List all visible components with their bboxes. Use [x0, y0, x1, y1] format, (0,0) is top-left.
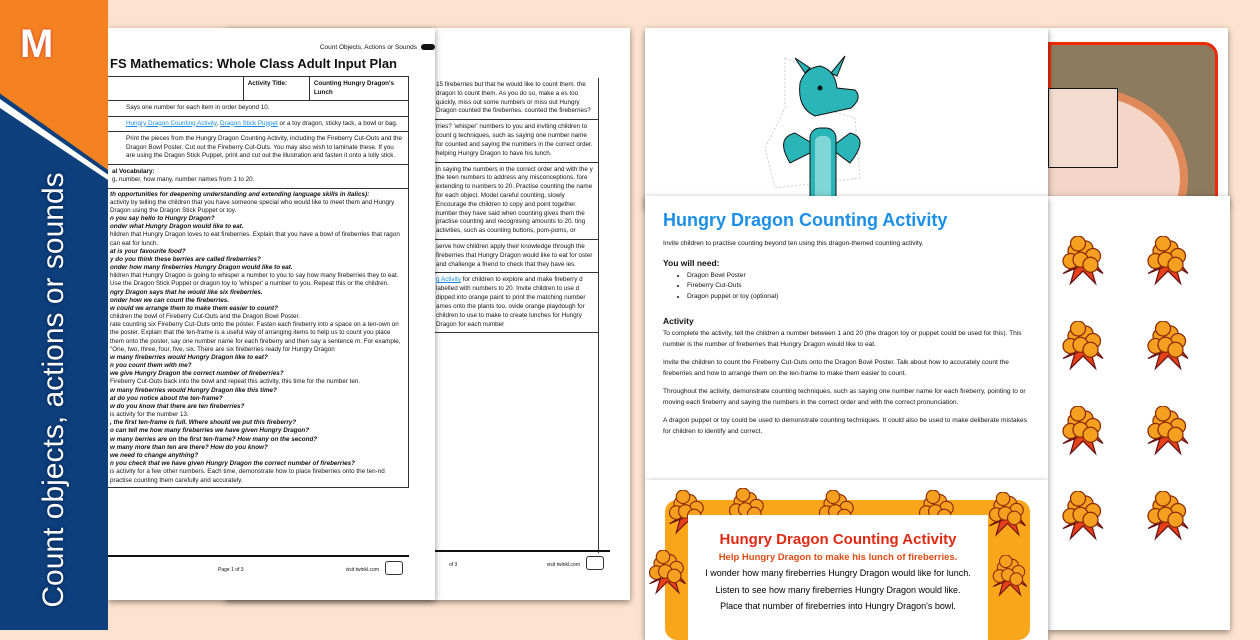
needs-item: • Dragon puppet or toy (optional)	[687, 292, 1030, 303]
fireberry-icon	[1143, 406, 1193, 456]
plan-page-1	[108, 28, 435, 600]
activity-link[interactable]: Hungry Dragon Counting Activity	[126, 119, 217, 127]
page-footer	[431, 550, 610, 570]
activity-paragraph: Invite the children to count the Fireberry Cut-Outs onto the Dragon Bowl Poster. Talk about how to accurately count the fireberries and how to arrange them on the ten-frame to make them easier to count.	[663, 359, 1009, 377]
activity-title: Counting Hungry Dragon's Lunch	[309, 77, 408, 101]
twinkl-logo	[385, 561, 403, 575]
plan2-block: in saying the numbers in the correct order and with the y the teen numbers to address any misconceptions. fore extending to numbers to 20. Practise counting the name for each object. Model careful counting, slowly Encourage the children to copy and point together. number they have said when counting gives them the practise counting and recognising amounts to 20. ting activities, such as counting buttons, pom-poms, or	[432, 163, 598, 241]
fireberry-icon	[985, 492, 1030, 537]
plan-line: at is your favourite food?	[110, 247, 186, 255]
plan-line: hildren that Hungry Dragon is going to whisper a number to you to say how many fireberries they to eat. Use the Dragon Stick Puppet or dragon toy to 'whisper' a number to you. Repeat this or the children.	[110, 272, 399, 288]
fireberry-icon	[1143, 236, 1193, 286]
fireberry-icon	[1143, 491, 1193, 541]
activity-intro: Invite children to practise counting beyond ten using this dragon-themed counting activity.	[663, 240, 924, 247]
poster-frame	[665, 500, 1030, 640]
maths-logo: M	[20, 22, 54, 66]
plan-line: rate counting six Fireberry Cut-Outs onto the poster. Fasten each fireberry into a space on a ten-own on the poster. Explain that the ten-frame is a useful way of arranging items to help us to count you place them onto the poster, say one number name for each fireberry and then say a sentence m. For example, "One, two, three, four, five, six. There are six fireberries ready for Hungry Dragon	[110, 321, 401, 353]
plan-line: o can tell me how many fireberries we have given Hungry Dragon?	[110, 427, 310, 435]
plan-line: onder what Hungry Dragon would like to eat.	[110, 223, 244, 231]
activity-paragraph: To complete the activity, tell the children a number between 1 and 20 (the dragon toy or puppet could be used for this). This number is the number of fireberries that Hungry Dragon would like to eat.	[663, 330, 1022, 348]
plan-title: FS Mathematics: Whole Class Adult Input Plan	[110, 56, 397, 71]
plan-line: w many berries are on the first ten-frame? How many on the second?	[110, 435, 318, 443]
plan-line: y do you think these berries are called fireberries?	[110, 255, 261, 263]
activity-paragraph: A dragon puppet or toy could be used to demonstrate counting techniques. It could also be used to make deliberate mistakes for children to identify and correct.	[663, 417, 1027, 436]
plan-line: ngry Dragon says that he would like six fireberries.	[110, 288, 263, 296]
activity-link[interactable]: g Activity	[436, 276, 461, 284]
plan-line: n you check that we have given Hungry Dragon the correct number of fireberries?	[110, 460, 355, 468]
plan-line: w many more than ten are there? How do you know?	[110, 443, 268, 451]
plan-line: we give Hungry Dragon the correct number of fireberries?	[110, 370, 284, 378]
dragon-illustration	[645, 28, 1048, 208]
plan2-block: serve how children apply their knowledge through the fireberries that Hungry Dragon would like to eat for oster and challenge a friend to check that they have ies.	[432, 240, 598, 273]
plan-line: Fireberry Cut-Outs back into the bowl and repeat this activity, this time for the number ten.	[110, 378, 361, 386]
page-footer	[108, 555, 409, 575]
fireberry-icon	[1143, 321, 1193, 371]
fireberry-icon	[1058, 236, 1108, 286]
needs-item: • Dragon Bowl Poster	[687, 271, 1030, 282]
sidebar-banner	[0, 0, 108, 630]
plan-line: w do you know that there are ten fireberries?	[110, 402, 245, 410]
plan-line: , the first ten-frame is full. Where should we put this fireberry?	[110, 419, 297, 427]
plan2-block: g Activity for children to explore and make fireberry d labelled with numbers to 20. Invite children to use d dipped into orange paint to print the matching number ames onto the plants too. ovide orange playdough for children to use to make to create lunches for Hungry Dragon for each number	[432, 273, 598, 333]
topic-title: Count objects, actions or sounds	[37, 172, 70, 608]
counting-poster	[645, 480, 1048, 640]
plan-line: hildren that Hungry Dragon loves to eat fireberries. Explain that you have a bowl of fireberries that ragon can eat for lunch.	[110, 231, 400, 247]
poster-line: Place that number of fireberries into Hungry Dragon's bowl.	[720, 601, 956, 612]
fireberry-icon	[1058, 321, 1108, 371]
preparation: Print the pieces from the Hungry Dragon Counting Activity, including the Fireberry Cut-Outs and the Dragon Bowl Poster. Cut out the Fireberry Cut-Outs. You may also wish to laminate these. If you are using the Dragon Stick Puppet, print and cut out the illustration and fasten it onto a lolly stick.	[108, 132, 409, 165]
needs-heading: You will need:	[663, 257, 720, 268]
plan-line: w could we arrange them to make them easier to count?	[110, 304, 278, 312]
poster-line: I wonder how many fireberries Hungry Dragon would like for lunch.	[705, 568, 971, 578]
plan-table	[108, 76, 409, 488]
activity-instructions-page	[645, 196, 1048, 480]
vocabulary: al Vocabulary: g, number, how many, number names from 1 to 20.	[108, 164, 409, 188]
fireberry-icon	[645, 550, 690, 595]
needs-list	[687, 271, 1030, 303]
plan-line: n you count them with me?	[110, 362, 192, 370]
poster-title: Hungry Dragon Counting Activity	[719, 531, 957, 548]
plan-line: children the bowl of Fireberry Cut-Outs and the Dragon Bowl Poster.	[110, 313, 301, 321]
plan-line: is activity for a few other numbers. Each time, demonstrate how to place fireberries onto the ten-nd practise counting them carefully and accurately.	[110, 468, 385, 484]
page-number: Page 1 of 3	[218, 567, 244, 573]
fireberry-cutouts-page	[1048, 196, 1230, 630]
plan-line: w many fireberries would Hungry Dragon like this time?	[110, 386, 277, 394]
poster-line: Listen to see how many fireberries Hungry Dragon would like.	[715, 584, 961, 595]
plan-line: th opportunities for deepening understanding and extending language skills in italics):	[110, 190, 370, 198]
plan-line: n you say hello to Hungry Dragon?	[110, 215, 215, 223]
dragon-bowl-poster	[1048, 28, 1228, 208]
twinkl-logo	[586, 556, 604, 570]
plan-line: onder how many fireberries Hungry Dragon would like to eat.	[110, 264, 293, 272]
plan-line: w many fireberries would Hungry Dragon like to eat?	[110, 353, 268, 361]
plan-steps	[108, 188, 409, 487]
dragon-puppet-page	[645, 28, 1048, 208]
doc-header: Count Objects, Actions or Sounds	[320, 44, 435, 51]
site-link: visit twinkl.com	[546, 562, 580, 568]
plan-line: at do you notice about the ten-frame?	[110, 394, 223, 402]
plan-line: is activity for the number 13.	[110, 411, 189, 419]
activity-title-label: Activity Title:	[243, 77, 309, 101]
fireberry-icon	[1058, 491, 1108, 541]
poster-content	[688, 515, 988, 640]
page-number: of 3	[449, 562, 458, 568]
plan-line: we need to change anything?	[110, 452, 199, 459]
orange-corner	[0, 0, 108, 170]
fireberry-icon	[989, 555, 1031, 597]
plan2-block: 15 fireberries but that he would like to count them. the dragon to count them. As you do so, make a es too quickly, miss out some numbers or miss out Hungry Dragon counted the fireberries. counted the fireberries?	[432, 78, 598, 120]
activity-paragraph: Throughout the activity, demonstrate counting techniques, such as saying one number name for each fireberry, pointing to or moving each fireberry and saying the numbers in the correct order and with the correct pronunciation.	[663, 388, 1026, 406]
plan-line: activity by telling the children that you have someone special who would like to meet them and Hungry Dragon using the Dragon Stick Puppet or toy.	[110, 198, 395, 214]
activity-heading: Activity	[663, 316, 694, 327]
needs-item: • Fireberry Cut-Outs	[687, 281, 1030, 292]
plan-line: onder how we can count the fireberries.	[110, 296, 229, 304]
plan2-column	[431, 78, 599, 553]
puppet-link[interactable]: Dragon Stick Puppet	[220, 119, 278, 127]
plan2-block: rries? 'whisper' numbers to you and inviting children to count g techniques, such as saying one number name for counted and saying the numbers in the correct order. helping Hungry Dragon to have his lunch.	[432, 120, 598, 162]
fireberry-icon	[1058, 406, 1108, 456]
objective: Says one number for each item in order beyond 10.	[108, 101, 409, 117]
site-link: visit twinkl.com	[345, 567, 379, 573]
activity-title: Hungry Dragon Counting Activity	[663, 210, 948, 230]
poster-subtitle: Help Hungry Dragon to make his lunch of fireberries.	[718, 552, 958, 563]
resources: Hungry Dragon Counting Activity, Dragon Stick Puppet or a toy dragon, sticky tack, a bowl or bag.	[108, 116, 409, 132]
